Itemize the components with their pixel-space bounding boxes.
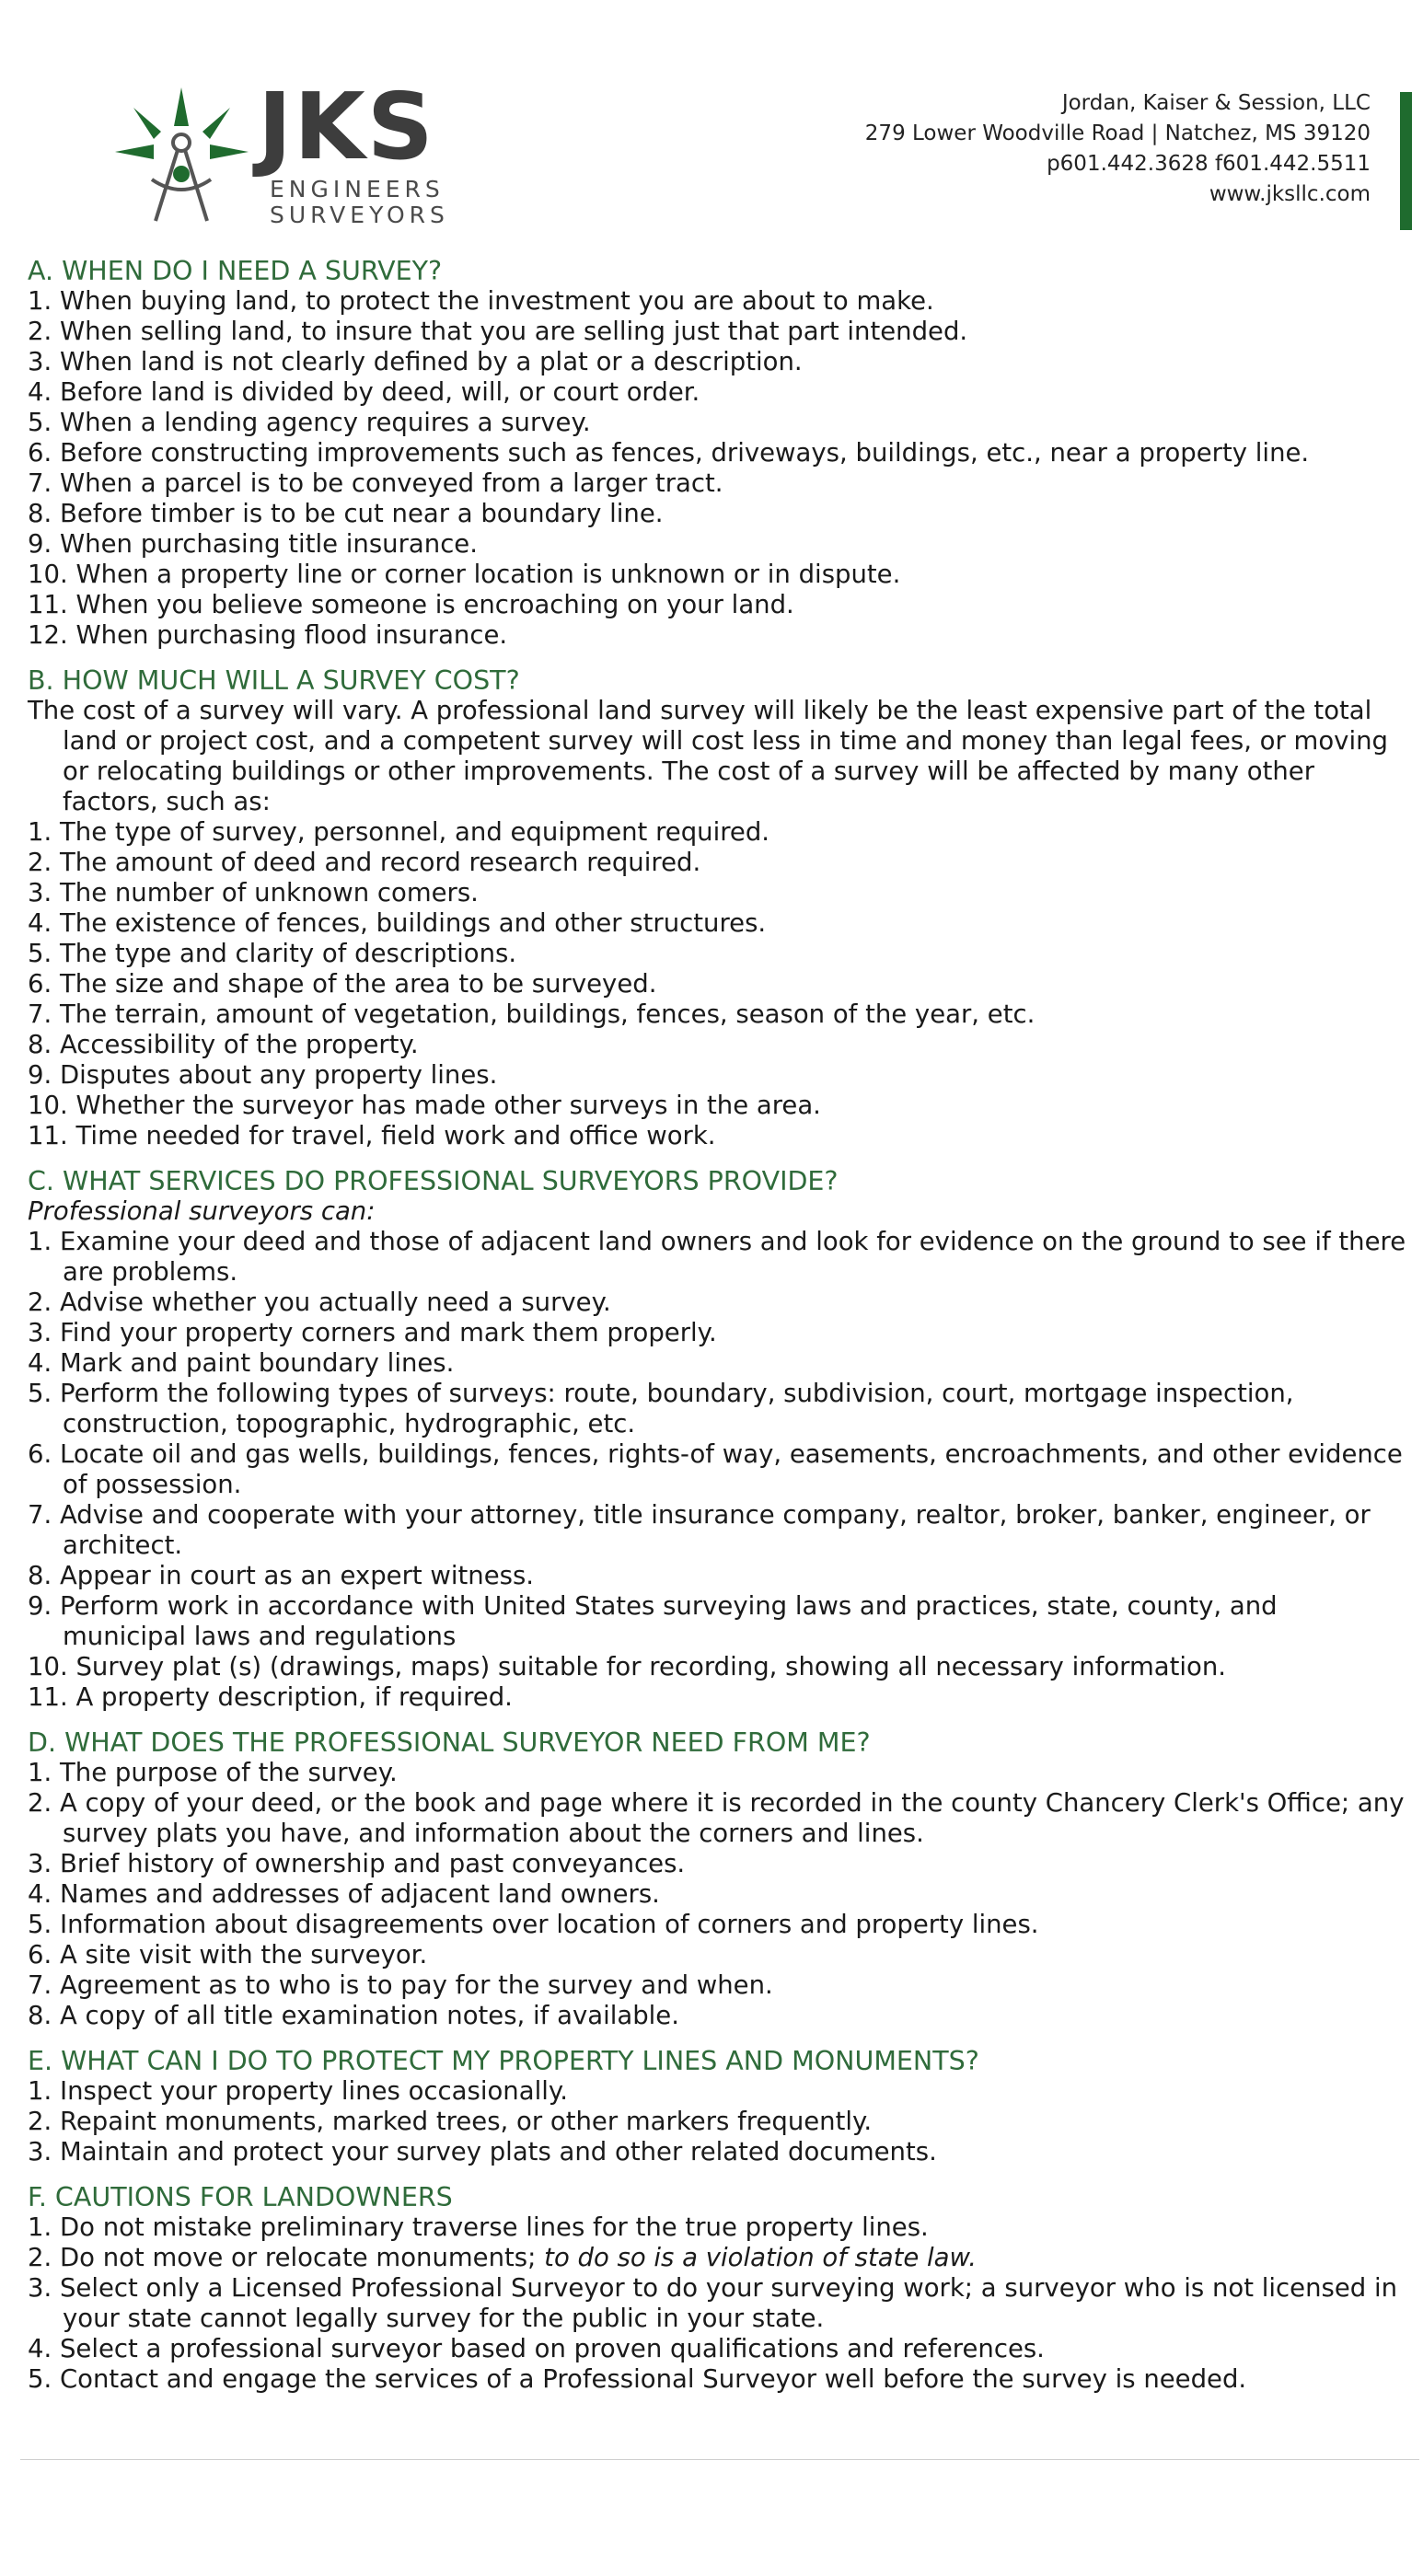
section-f xyxy=(28,2182,1408,2395)
list-item: 5. The type and clarity of descriptions. xyxy=(28,939,517,968)
logo-wordmark: JKS xyxy=(258,73,435,180)
section-heading: A. WHEN DO I NEED A SURVEY? xyxy=(28,256,443,286)
company-logo xyxy=(115,73,483,228)
section-b xyxy=(28,665,1408,1151)
list-item: 2. Repaint monuments, marked trees, or other markers frequently. xyxy=(28,2107,873,2136)
company-website[interactable]: www.jksllc.com xyxy=(1209,182,1371,206)
list-item: 5. Contact and engage the services of a Professional Surveyor well before the survey is needed. xyxy=(28,2364,1247,2394)
logo-subtitle-surveyors: SURVEYORS xyxy=(270,202,449,228)
list-item: 1. When buying land, to protect the investment you are about to make. xyxy=(28,286,934,316)
list-item: 6. A site visit with the surveyor. xyxy=(28,1940,428,1970)
list-item: 1. Do not mistake preliminary traverse lines for the true property lines. xyxy=(28,2212,929,2242)
section-list xyxy=(28,817,1408,1151)
page-header xyxy=(0,0,1423,248)
caution-text: 2. Do not move or relocate monuments; xyxy=(28,2243,545,2272)
list-item: 3. Maintain and protect your survey plats and other related documents. xyxy=(28,2137,937,2166)
document-body xyxy=(28,256,1408,2409)
list-item: 9. Disputes about any property lines. xyxy=(28,1060,498,1090)
section-list xyxy=(28,286,1408,651)
list-item: 8. A copy of all title examination notes, if available. xyxy=(28,2001,679,2030)
company-address: 279 Lower Woodville Road | Natchez, MS 39120 xyxy=(864,121,1371,145)
list-item: 4. Names and addresses of adjacent land owners. xyxy=(28,1879,660,1909)
list-item: 11. Time needed for travel, field work and office work. xyxy=(28,1121,716,1150)
list-item: 9. Perform work in accordance with United States surveying laws and practices, state, county, and municipal laws and regulations xyxy=(28,1591,1278,1651)
list-item: 7. Agreement as to who is to pay for the survey and when. xyxy=(28,1970,773,2000)
list-item: 2. A copy of your deed, or the book and page where it is recorded in the county Chancery Clerk's Office; any survey plats you have, and information about the corners and lines. xyxy=(28,1788,1405,1848)
list-item: 6. Before constructing improvements such as fences, driveways, buildings, etc., near a property line. xyxy=(28,438,1310,468)
list-item: 1. Examine your deed and those of adjacent land owners and look for evidence on the ground to see if there are problems. xyxy=(28,1227,1406,1287)
list-item: 1. The type of survey, personnel, and equipment required. xyxy=(28,817,770,847)
footer-divider xyxy=(20,2459,1419,2460)
list-item: 10. When a property line or corner location is unknown or in dispute. xyxy=(28,560,901,589)
list-item: 11. A property description, if required. xyxy=(28,1682,513,1712)
list-item: 3. Find your property corners and mark them properly. xyxy=(28,1318,717,1347)
section-heading: F. CAUTIONS FOR LANDOWNERS xyxy=(28,2182,453,2212)
section-a xyxy=(28,256,1408,651)
section-e xyxy=(28,2046,1408,2167)
list-item: 8. Appear in court as an expert witness. xyxy=(28,1561,535,1590)
contact-block xyxy=(865,88,1371,210)
list-item: 3. The number of unknown comers. xyxy=(28,878,479,907)
list-item: 8. Accessibility of the property. xyxy=(28,1030,419,1059)
section-heading: C. WHAT SERVICES DO PROFESSIONAL SURVEYORS PROVIDE? xyxy=(28,1166,839,1196)
list-item: 4. Select a professional surveyor based on proven qualifications and references. xyxy=(28,2334,1045,2363)
list-item: 2. The amount of deed and record research required. xyxy=(28,848,701,877)
list-item: 7. When a parcel is to be conveyed from a larger tract. xyxy=(28,468,723,498)
list-item: 3. When land is not clearly defined by a plat or a description. xyxy=(28,347,803,376)
section-d xyxy=(28,1727,1408,2031)
list-item: 3. Select only a Licensed Professional Surveyor to do your surveying work; a surveyor who is not licensed in your state cannot legally survey for the public in your state. xyxy=(28,2273,1398,2333)
list-item: 4. Mark and paint boundary lines. xyxy=(28,1348,455,1378)
list-item: 10. Whether the surveyor has made other surveys in the area. xyxy=(28,1091,821,1120)
list-item: 6. Locate oil and gas wells, buildings, fences, rights-of way, easements, encroachments, and other evidence of possession. xyxy=(28,1439,1403,1499)
list-item: 4. Before land is divided by deed, will, or court order. xyxy=(28,377,700,407)
section-heading: D. WHAT DOES THE PROFESSIONAL SURVEYOR NEED FROM ME? xyxy=(28,1727,871,1758)
list-item: 8. Before timber is to be cut near a boundary line. xyxy=(28,499,664,528)
list-item: 9. When purchasing title insurance. xyxy=(28,529,478,559)
list-item: 7. Advise and cooperate with your attorney, title insurance company, realtor, broker, banker, engineer, or architect. xyxy=(28,1500,1371,1560)
list-item: 1. The purpose of the survey. xyxy=(28,1758,398,1787)
list-item: 7. The terrain, amount of vegetation, buildings, fences, season of the year, etc. xyxy=(28,999,1035,1029)
compass-star-icon xyxy=(115,87,249,225)
section-heading: E. WHAT CAN I DO TO PROTECT MY PROPERTY LINES AND MONUMENTS? xyxy=(28,2046,979,2076)
section-list xyxy=(28,2076,1408,2167)
list-item: 5. Information about disagreements over location of corners and property lines. xyxy=(28,1910,1039,1939)
list-item: 10. Survey plat (s) (drawings, maps) suitable for recording, showing all necessary information. xyxy=(28,1652,1227,1681)
accent-bar xyxy=(1400,92,1412,230)
list-item: 12. When purchasing flood insurance. xyxy=(28,620,508,650)
list-item: 4. The existence of fences, buildings and other structures. xyxy=(28,908,767,938)
caution-emphasis: to do so is a violation of state law. xyxy=(544,2243,977,2272)
list-item: 5. Perform the following types of surveys: route, boundary, subdivision, court, mortgage inspection, construction, topographic, hydrographic, etc. xyxy=(28,1379,1294,1438)
section-list xyxy=(28,2212,1408,2395)
section-list xyxy=(28,1227,1408,1713)
list-item: 11. When you believe someone is encroaching on your land. xyxy=(28,590,794,619)
section-intro: The cost of a survey will vary. A professional land survey will likely be the least expensive part of the total land or project cost, and a competent survey will cost less in time and money than legal fees, or moving or relocating buildings or other improvements. The cost of a survey will be affected by many other factors, such as: xyxy=(28,696,1388,816)
section-c xyxy=(28,1166,1408,1713)
list-item: 2. When selling land, to insure that you are selling just that part intended. xyxy=(28,317,968,346)
company-name: Jordan, Kaiser & Session, LLC xyxy=(1061,91,1371,115)
list-item: 1. Inspect your property lines occasionally. xyxy=(28,2076,568,2106)
section-heading: B. HOW MUCH WILL A SURVEY COST? xyxy=(28,665,520,696)
list-item: 5. When a lending agency requires a survey. xyxy=(28,408,591,437)
list-item: 6. The size and shape of the area to be surveyed. xyxy=(28,969,657,999)
list-item xyxy=(28,2243,1408,2273)
logo-subtitle-engineers: ENGINEERS xyxy=(270,176,445,202)
list-item: 2. Advise whether you actually need a survey. xyxy=(28,1288,611,1317)
section-list xyxy=(28,1758,1408,2031)
list-item: 3. Brief history of ownership and past conveyances. xyxy=(28,1849,686,1878)
company-phones: p601.442.3628 f601.442.5511 xyxy=(1047,152,1371,176)
section-sublabel: Professional surveyors can: xyxy=(28,1196,376,1226)
